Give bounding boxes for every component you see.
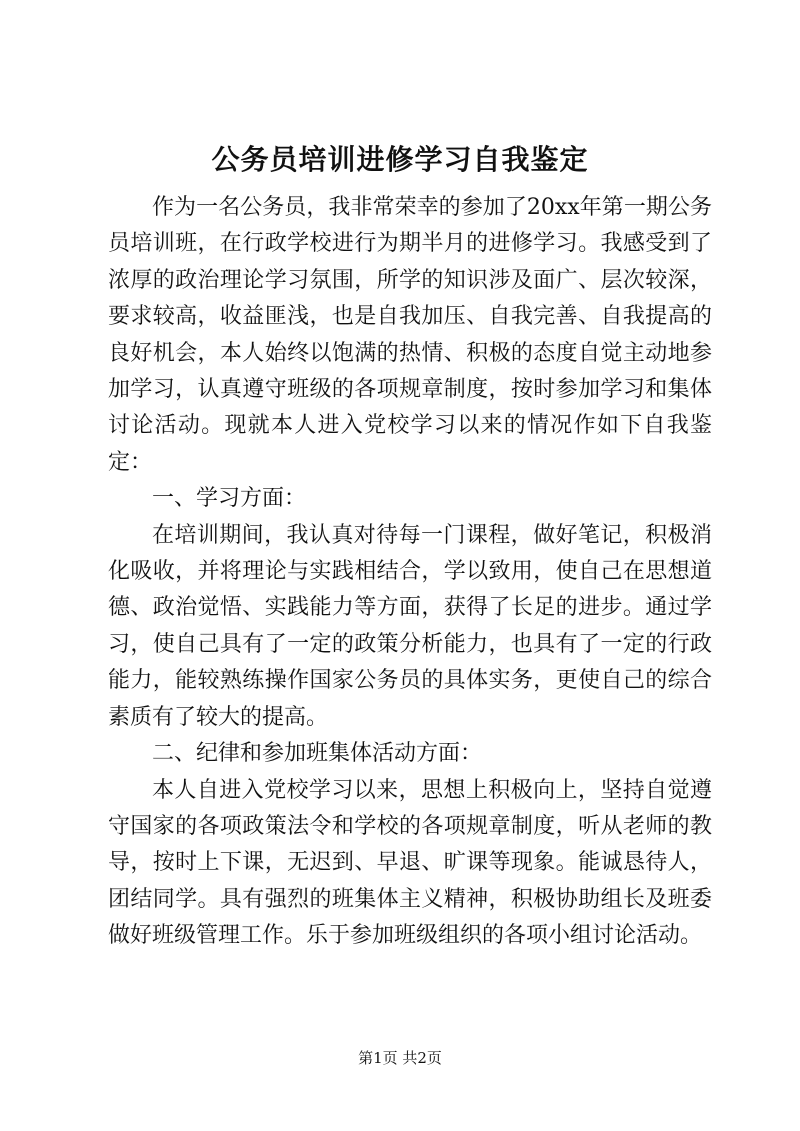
section-heading-study: 一、学习方面： [152,486,307,512]
section-heading-discipline: 二、纪律和参加班集体活动方面： [152,741,483,767]
document-body [108,190,712,955]
document-title: 公务员培训进修学习自我鉴定 [211,143,589,176]
paragraph-discipline: 本人自进入党校学习以来，思想上积极向上，坚持自觉遵守国家的各项政策法令和学校的各项规章制度，听从老师的教导，按时上下课，无迟到、早退、旷课等现象。能诚恳待人，团结同学。具有强烈的班集体主义精神，积极协助组长及班委做好班级管理工作。乐于参加班级组织的各项小组讨论活动。 [108,777,712,949]
page-number-footer: 第1页 共2页 [358,1049,442,1067]
paragraph-study: 在培训期间，我认真对待每一门课程，做好笔记，积极消化吸收，并将理论与实践相结合，学以致用，使自己在思想道德、政治觉悟、实践能力等方面，获得了长足的进步。通过学习，使自己具有了一定的政策分析能力，也具有了一定的行政能力，能较熟练操作国家公务员的具体实务，更使自己的综合素质有了较大的提高。 [108,522,712,730]
paragraph-intro: 作为一名公务员，我非常荣幸的参加了20xx年第一期公务员培训班，在行政学校进行为期半月的进修学习。我感受到了浓厚的政治理论学习氛围，所学的知识涉及面广、层次较深，要求较高，收益匪浅，也是自我加压、自我完善、自我提高的良好机会，本人始终以饱满的热情、积极的态度自觉主动地参加学习，认真遵守班级的各项规章制度，按时参加学习和集体讨论活动。现就本人进入党校学习以来的情况作如下自我鉴定： [108,195,712,475]
